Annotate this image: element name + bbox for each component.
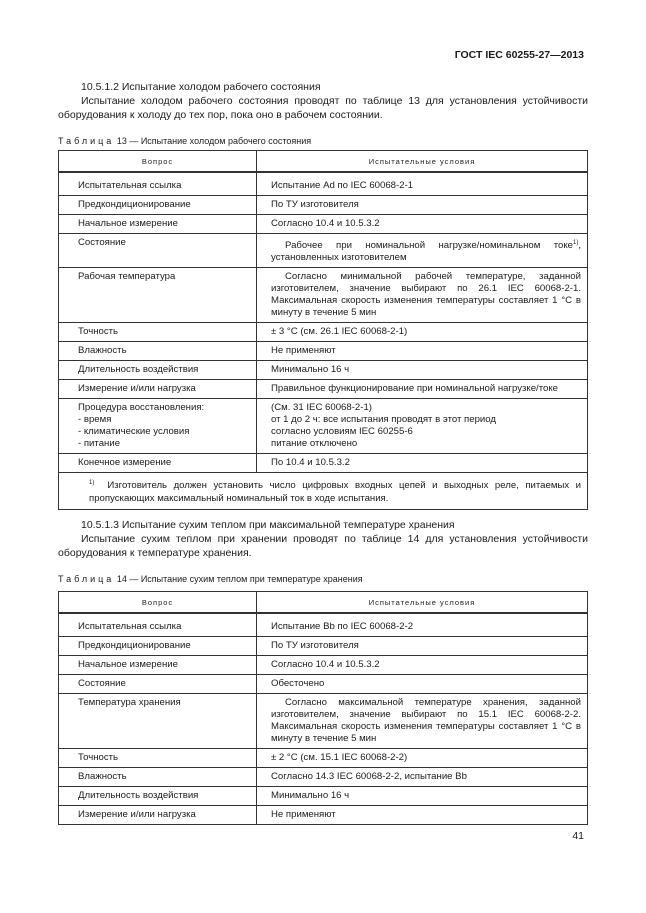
condition-text: Рабочее при номинальной нагрузке/номинальном токе — [285, 240, 573, 252]
row-question: Конечное измерение — [59, 454, 257, 473]
table-header-row — [59, 592, 588, 614]
row-question: Начальное измерение — [59, 656, 257, 675]
row-condition: Согласно 10.4 и 10.5.3.2 — [257, 656, 588, 675]
recovery-value: от 1 до 2 ч: все испытания проводят в этот период — [271, 414, 496, 426]
row-condition: ± 3 °C (см. 26.1 IEC 60068-2-1) — [257, 323, 588, 342]
table-row — [59, 787, 588, 806]
recovery-item: - время — [78, 414, 112, 426]
footnote-text: Изготовитель должен установить число цифровых входных цепей и выходных реле, питаемых и пропускающих максимальный номинальный ток в ходе испытания. — [89, 480, 581, 505]
table-row — [59, 172, 588, 196]
table-footnote — [59, 473, 588, 510]
row-condition: Правильное функционирование при номинальной нагрузке/токе — [257, 380, 588, 399]
table-row-recovery — [59, 399, 588, 454]
row-question: Предкондиционирование — [59, 196, 257, 215]
footnote-ref: 1) — [572, 240, 579, 246]
column-header-question: Вопрос — [59, 151, 257, 173]
table-row — [59, 361, 588, 380]
row-condition: Не применяют — [257, 806, 588, 825]
table-row — [59, 342, 588, 361]
section-10-5-1-2 — [58, 80, 588, 122]
row-condition: ± 2 °C (см. 15.1 IEC 60068-2-2) — [257, 749, 588, 768]
column-header-conditions: Испытательные условия — [257, 592, 588, 614]
caption-prefix: Таблица — [58, 136, 115, 146]
row-condition: Не применяют — [257, 342, 588, 361]
table-row — [59, 454, 588, 473]
table-footnote-row — [59, 473, 588, 510]
row-condition: По 10.4 и 10.5.3.2 — [257, 454, 588, 473]
table-row — [59, 637, 588, 656]
row-condition: Минимально 16 ч — [257, 787, 588, 806]
caption-text: 13 — Испытание холодом рабочего состояния — [116, 136, 312, 146]
row-condition — [257, 399, 588, 454]
recovery-value: питание отключено — [271, 438, 358, 450]
table-row — [59, 806, 588, 825]
table-row — [59, 675, 588, 694]
table-row — [59, 215, 588, 234]
row-condition — [257, 234, 588, 268]
section-paragraph: Испытание сухим теплом при хранении проводят по таблице 14 для установления устойчивости оборудования к температуре хранения. — [58, 533, 588, 559]
row-condition: Испытание Bb по IEC 60068-2-2 — [257, 613, 588, 637]
table-row — [59, 268, 588, 323]
row-question: Измерение и/или нагрузка — [59, 806, 257, 825]
row-question: Влажность — [59, 342, 257, 361]
row-question: Предкондиционирование — [59, 637, 257, 656]
table-row — [59, 323, 588, 342]
table-13-caption — [58, 136, 311, 146]
table-row — [59, 380, 588, 399]
row-question: Длительность воздействия — [59, 361, 257, 380]
caption-prefix: Таблица — [58, 574, 115, 584]
table-row — [59, 196, 588, 215]
row-question: Состояние — [59, 234, 257, 268]
footnote-mark: 1) — [89, 480, 95, 487]
row-condition: По ТУ изготовителя — [257, 637, 588, 656]
row-question: Влажность — [59, 768, 257, 787]
row-question: Испытательная ссылка — [59, 613, 257, 637]
section-paragraph: Испытание холодом рабочего состояния проводят по таблице 13 для установления устойчивости оборудования к холоду до тех пор, пока оно в рабочем состоянии. — [58, 95, 588, 121]
row-question: Рабочая температура — [59, 268, 257, 323]
section-10-5-1-3 — [58, 518, 588, 560]
page-number: 41 — [572, 830, 584, 842]
recovery-item: - питание — [78, 438, 121, 450]
caption-text: 14 — Испытание сухим теплом при температуре хранения — [116, 574, 363, 584]
row-question: Температура хранения — [59, 694, 257, 749]
row-condition: Минимально 16 ч — [257, 361, 588, 380]
table-row — [59, 694, 588, 749]
recovery-value: (См. 31 IEC 60068-2-1) — [271, 402, 372, 414]
row-question: Точность — [59, 323, 257, 342]
section-heading: 10.5.1.2 Испытание холодом рабочего состояния — [81, 81, 321, 93]
row-condition: Обесточено — [257, 675, 588, 694]
row-question — [59, 399, 257, 454]
table-header-row — [59, 151, 588, 173]
table-13 — [58, 150, 588, 510]
table-row — [59, 768, 588, 787]
column-header-conditions: Испытательные условия — [257, 151, 588, 173]
column-header-question: Вопрос — [59, 592, 257, 614]
row-condition: Испытание Ad по IEC 60068-2-1 — [257, 172, 588, 196]
row-condition: Согласно максимальной температуре хранения, заданной изготовителем, значение выбирают по 15.1 IEC 60068-2-2. Максимальная скорость изменения температуры составляет 1 °C в минуту в течение 5 мин — [257, 694, 588, 749]
row-condition: Согласно 14.3 IEC 60068-2-2, испытание Bb — [257, 768, 588, 787]
recovery-item: - климатические условия — [78, 426, 190, 438]
recovery-value: согласно условиям IEC 60255-6 — [271, 426, 413, 438]
table-14 — [58, 591, 588, 825]
row-question: Состояние — [59, 675, 257, 694]
row-condition: По ТУ изготовителя — [257, 196, 588, 215]
section-heading: 10.5.1.3 Испытание сухим теплом при максимальной температуре хранения — [81, 519, 455, 531]
row-question: Испытательная ссылка — [59, 172, 257, 196]
row-question: Измерение и/или нагрузка — [59, 380, 257, 399]
document-header: ГОСТ IEC 60255-27—2013 — [454, 49, 584, 61]
table-row — [59, 749, 588, 768]
row-question: Длительность воздействия — [59, 787, 257, 806]
table-row — [59, 613, 588, 637]
row-condition: Согласно 10.4 и 10.5.3.2 — [257, 215, 588, 234]
condition-text-cont: , установленных изготовителем — [271, 240, 581, 264]
table-14-caption — [58, 574, 363, 584]
table-row — [59, 656, 588, 675]
table-row — [59, 234, 588, 268]
row-condition: Согласно минимальной рабочей температуре, заданной изготовителем, значение выбирают по 26.1 IEC 60068-2-1. Максимальная скорость изменения температуры составляет 1 °C в минуту в течение 5 мин — [257, 268, 588, 323]
row-question: Начальное измерение — [59, 215, 257, 234]
row-question: Точность — [59, 749, 257, 768]
recovery-label: Процедура восстановления: — [78, 402, 205, 414]
